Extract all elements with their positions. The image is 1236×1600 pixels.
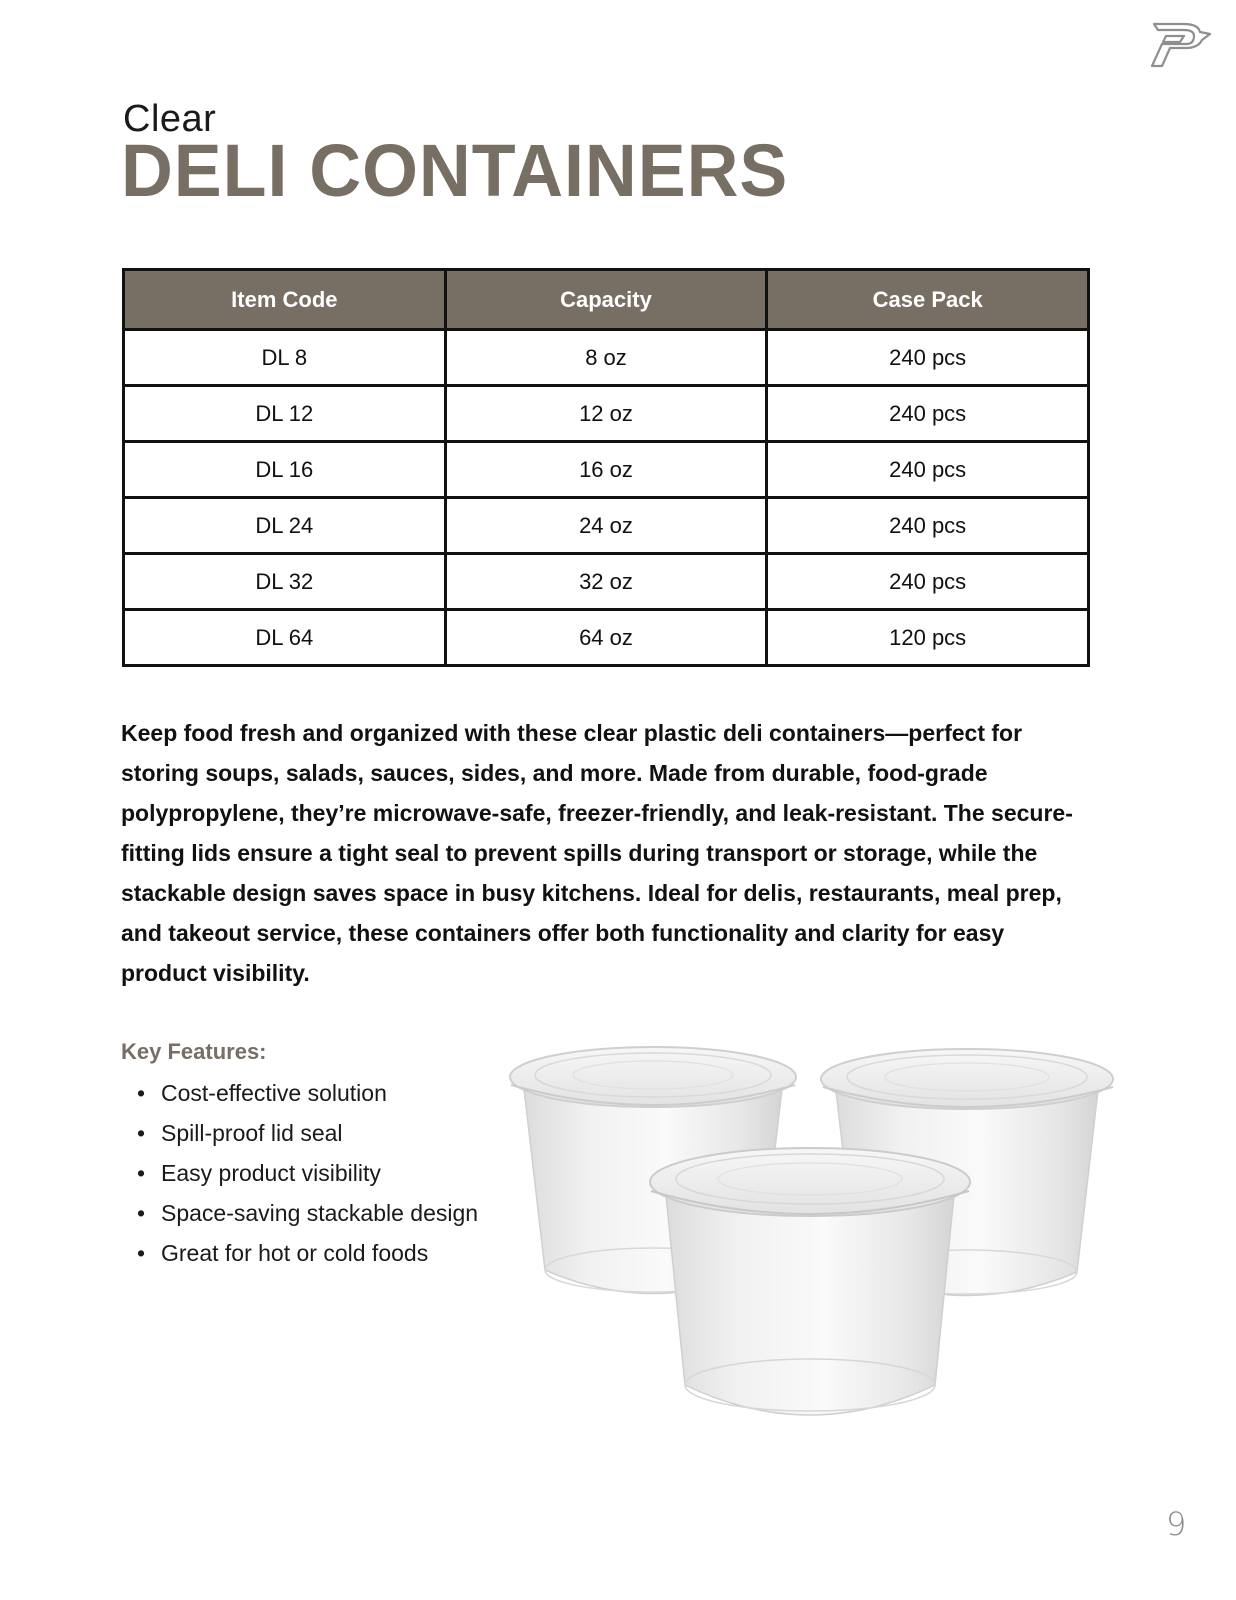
case-pack-cell: 240 pcs bbox=[767, 386, 1089, 442]
case-pack-cell: 240 pcs bbox=[767, 498, 1089, 554]
item-code-cell: DL 24 bbox=[124, 498, 446, 554]
product-description: Keep food fresh and organized with these clear plastic deli containers—perfect for storing soups, salads, sauces, sides, and more. Made from durable, food-grade polypropylene, they’re microwave-safe, freezer-friendly, and leak-resistant. The secure-fitting lids ensure a tight seal to prevent spills during transport or storage, while the stackable design saves space in busy kitchens. Ideal for delis, restaurants, meal prep, and takeout service, these containers offer both functionality and clarity for easy product visibility. bbox=[121, 720, 1073, 986]
table-row bbox=[124, 386, 1089, 442]
deli-containers-product-image bbox=[505, 1025, 1125, 1440]
capacity-cell: 64 oz bbox=[445, 610, 767, 666]
feature-text: Great for hot or cold foods bbox=[161, 1240, 429, 1266]
table-header-row bbox=[124, 270, 1089, 330]
bullet-icon: • bbox=[137, 1240, 146, 1266]
item-code-cell: DL 8 bbox=[124, 330, 446, 386]
feature-text: Easy product visibility bbox=[161, 1160, 381, 1186]
feature-text: Space-saving stackable design bbox=[161, 1200, 479, 1226]
capacity-cell: 16 oz bbox=[445, 442, 767, 498]
case-pack-cell: 120 pcs bbox=[767, 610, 1089, 666]
column-header-case-pack: Case Pack bbox=[767, 270, 1089, 330]
table-row bbox=[124, 498, 1089, 554]
table-row bbox=[124, 610, 1089, 666]
bullet-icon: • bbox=[137, 1160, 146, 1186]
bullet-icon: • bbox=[137, 1200, 146, 1226]
table-row bbox=[124, 330, 1089, 386]
feature-text: Spill-proof lid seal bbox=[161, 1120, 343, 1146]
case-pack-cell: 240 pcs bbox=[767, 554, 1089, 610]
item-code-cell: DL 32 bbox=[124, 554, 446, 610]
capacity-cell: 8 oz bbox=[445, 330, 767, 386]
column-header-capacity: Capacity bbox=[445, 270, 767, 330]
product-spec-table bbox=[122, 268, 1090, 667]
case-pack-cell: 240 pcs bbox=[767, 330, 1089, 386]
list-item bbox=[123, 1193, 478, 1233]
key-features-list bbox=[123, 1073, 478, 1273]
table-row bbox=[124, 442, 1089, 498]
page-subtitle: Clear bbox=[123, 98, 217, 140]
item-code-cell: DL 16 bbox=[124, 442, 446, 498]
key-features-heading: Key Features: bbox=[121, 1039, 267, 1064]
item-code-cell: DL 64 bbox=[124, 610, 446, 666]
list-item bbox=[123, 1153, 478, 1193]
capacity-cell: 32 oz bbox=[445, 554, 767, 610]
list-item bbox=[123, 1233, 478, 1273]
container-front-center bbox=[650, 1148, 970, 1415]
brand-bird-logo-icon bbox=[1150, 20, 1212, 70]
capacity-cell: 24 oz bbox=[445, 498, 767, 554]
item-code-cell: DL 12 bbox=[124, 386, 446, 442]
capacity-cell: 12 oz bbox=[445, 386, 767, 442]
bullet-icon: • bbox=[137, 1080, 146, 1106]
table-row bbox=[124, 554, 1089, 610]
list-item bbox=[123, 1113, 478, 1153]
list-item bbox=[123, 1073, 478, 1113]
page-number: 9 bbox=[1166, 1505, 1187, 1543]
bullet-icon: • bbox=[137, 1120, 146, 1146]
column-header-item-code: Item Code bbox=[124, 270, 446, 330]
case-pack-cell: 240 pcs bbox=[767, 442, 1089, 498]
feature-text: Cost-effective solution bbox=[161, 1080, 387, 1106]
page-title: DELI CONTAINERS bbox=[121, 129, 789, 212]
